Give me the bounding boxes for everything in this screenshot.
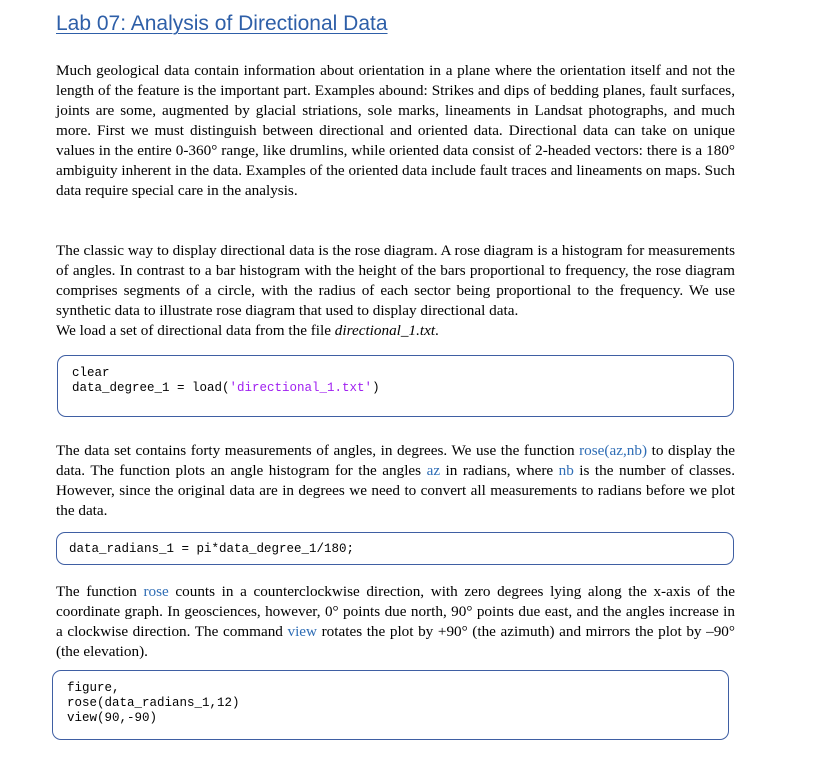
load-data-paragraph: We load a set of directional data from the file directional_1.txt. — [56, 322, 439, 339]
code-block-plot — [52, 670, 729, 740]
rose-diagram-paragraph: The classic way to display directional data is the rose diagram. A rose diagram is a histogram for measurements of angles. In contrast to a bar histogram with the height of the bars proportional to frequency, the rose diagram comprises segments of a circle, with the radius of each sector being proportional to the frequency. We use synthetic data to illustrate rose diagram that used to display directional data. — [56, 242, 735, 319]
code-block-load — [57, 355, 734, 417]
code-line: data_radians_1 = pi*data_degree_1/180; — [69, 542, 355, 556]
function-ref-view: view — [287, 623, 318, 640]
page-title: Lab 07: Analysis of Directional Data — [56, 12, 388, 35]
function-ref-rose: rose — [143, 583, 169, 600]
rose-function-paragraph: The data set contains forty measurements of angles, in degrees. We use the function rose(az,nb) to display the data. The function plots an angle histogram for the angles az in radians, where nb is the number of classes. However, since the original data are in degrees we need to convert all measurements to radians before we plot the data. — [56, 442, 735, 519]
code-line: clear — [72, 366, 110, 380]
code-block-convert — [56, 532, 734, 565]
code-line: data_degree_1 = load('directional_1.txt') — [72, 381, 380, 395]
code-line: view(90,-90) — [67, 711, 158, 725]
var-ref-az: az — [426, 462, 441, 479]
code-line: figure, — [67, 681, 120, 695]
string-literal: 'directional_1.txt' — [229, 381, 373, 395]
function-ref-rose-az-nb: rose(az,nb) — [579, 442, 648, 459]
var-ref-nb: nb — [558, 462, 574, 479]
intro-paragraph: Much geological data contain information about orientation in a plane where the orientation itself and not the length of the feature is the important part. Examples abound: Strikes and dips of bedding planes, fault surfaces, joints are some, augmented by glacial striations, sole marks, lineaments in Landsat photographs, and much more. First we must distinguish between directional and oriented data. Directional data can take on unique values in the entire 0-360° range, like drumlins, while oriented data consist of 2-headed vectors: there is a 180° ambiguity inherent in the data. Examples of the oriented data include fault traces and lineaments on maps. Such data require special care in the analysis. — [56, 62, 735, 199]
filename: directional_1.txt — [334, 322, 436, 339]
view-command-paragraph: The function rose counts in a counterclockwise direction, with zero degrees lying along the x-axis of the coordinate graph. In geosciences, however, 0° points due north, 90° points due east, and the angles increase in a clockwise direction. The command view rotates the plot by +90° (the azimuth) and mirrors the plot by –90° (the elevation). — [56, 583, 735, 660]
code-line: rose(data_radians_1,12) — [67, 696, 240, 710]
